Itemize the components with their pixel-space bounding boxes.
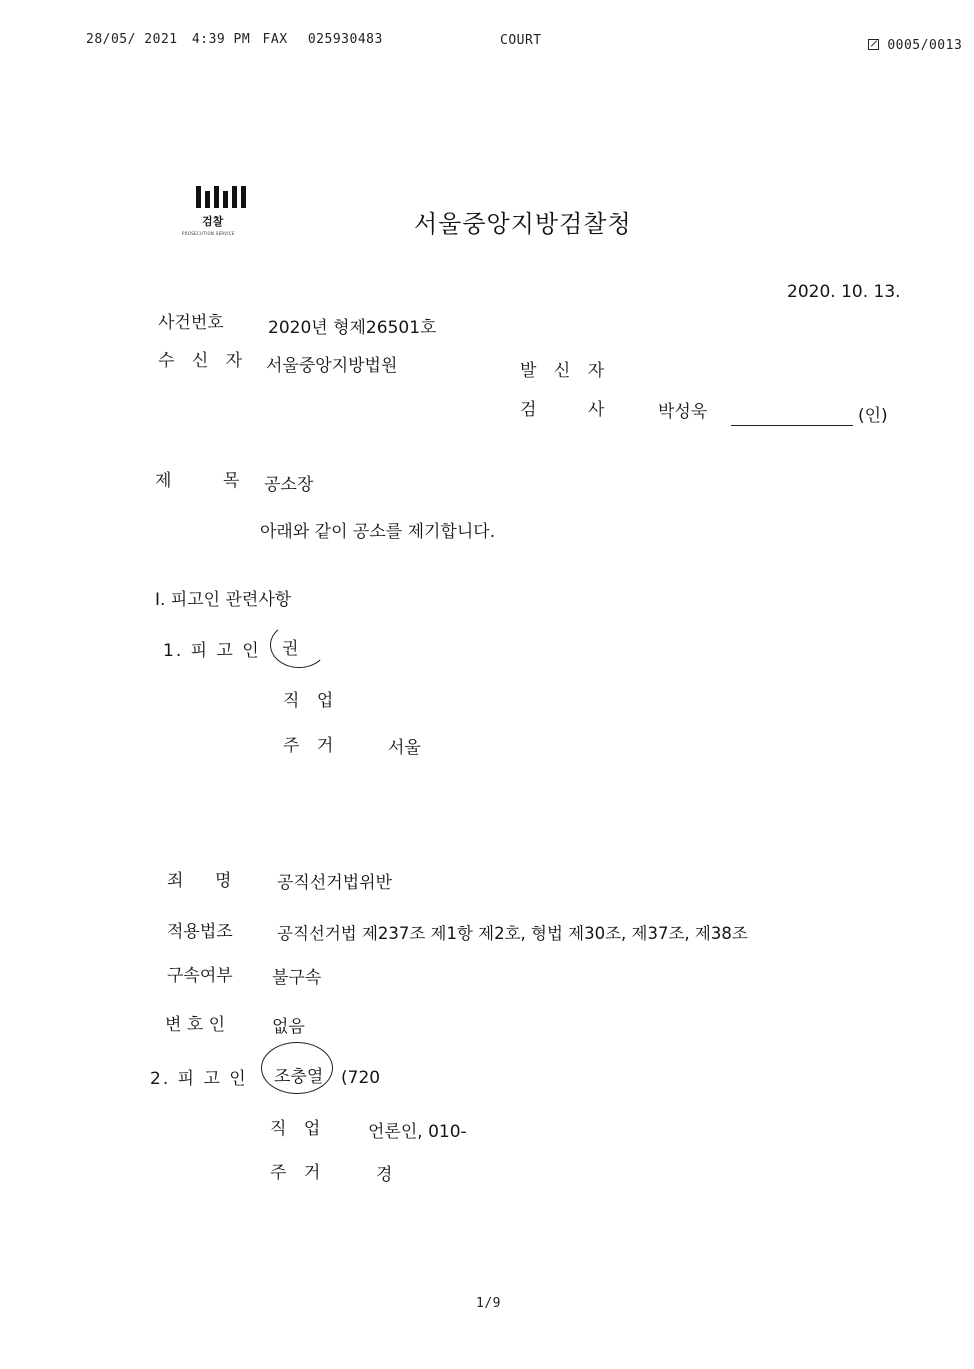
defendant1-label: 1. 피 고 인 xyxy=(163,641,261,661)
org-title: 서울중앙지방검찰청 xyxy=(414,210,632,238)
defendant1-job-label: 직 업 xyxy=(283,691,340,711)
seal-mark: (인) xyxy=(858,406,888,426)
defendant1-address-label: 주 거 xyxy=(283,736,340,756)
sender-label: 발 신 자 xyxy=(520,361,611,381)
fax-label: FAX xyxy=(262,32,288,47)
charge-name-value: 공직선거법위반 xyxy=(277,873,392,893)
fax-sender: COURT xyxy=(500,33,542,48)
fax-date: 28/05/ 2021 xyxy=(86,32,178,47)
defendant2-name: 조충열 xyxy=(274,1067,324,1087)
defendant2-job-label: 직 업 xyxy=(270,1119,327,1139)
recipient-label: 수 신 자 xyxy=(158,351,249,371)
subject-label: 제 목 xyxy=(155,471,246,491)
document-date: 2020. 10. 13. xyxy=(787,282,901,302)
counsel-value: 없음 xyxy=(272,1017,305,1037)
fax-page-number: 0005/0013 xyxy=(887,38,963,53)
defendant1-name: 권 xyxy=(282,639,299,659)
defendant1-name-circle xyxy=(270,622,328,668)
sender-role: 검 사 xyxy=(520,400,611,420)
fax-page-counter xyxy=(868,38,962,53)
page-number: 1/9 xyxy=(476,1296,501,1311)
signature-line xyxy=(731,425,853,426)
logo-english: PROSECUTION SERVICE xyxy=(182,231,235,236)
fax-number: 025930483 xyxy=(307,32,383,47)
fax-time: 4:39 PM xyxy=(191,32,251,47)
fax-page-icon xyxy=(868,39,879,50)
defendant2-address: 경 xyxy=(376,1165,393,1185)
intro-text: 아래와 같이 공소를 제기합니다. xyxy=(260,522,496,542)
counsel-label: 변 호 인 xyxy=(165,1015,226,1035)
defendant2-birth: (720 xyxy=(341,1068,381,1088)
subject-value: 공소장 xyxy=(264,475,314,495)
defendant1-address: 서울 xyxy=(388,738,421,758)
statute-label: 적용법조 xyxy=(167,922,233,942)
detention-label: 구속여부 xyxy=(167,966,233,986)
charge-name-label: 죄 명 xyxy=(167,871,234,891)
prosecution-logo xyxy=(180,186,252,236)
section-heading: Ⅰ. 피고인 관련사항 xyxy=(155,590,292,610)
logo-bars-icon xyxy=(196,186,252,208)
statute-value: 공직선거법 제237조 제1항 제2호, 형법 제30조, 제37조, 제38조 xyxy=(277,924,748,943)
fax-header xyxy=(86,32,383,47)
defendant2-job: 언론인, 010- xyxy=(368,1122,467,1142)
defendant2-label: 2. 피 고 인 xyxy=(150,1069,248,1089)
case-number: 2020년 형제26501호 xyxy=(268,318,437,338)
defendant2-address-label: 주 거 xyxy=(270,1163,327,1183)
recipient-value: 서울중앙지방법원 xyxy=(266,356,398,376)
case-label: 사건번호 xyxy=(158,313,224,333)
logo-korean: 검찰 xyxy=(202,215,224,228)
sender-name: 박성욱 xyxy=(658,402,708,422)
detention-value: 불구속 xyxy=(272,968,322,988)
